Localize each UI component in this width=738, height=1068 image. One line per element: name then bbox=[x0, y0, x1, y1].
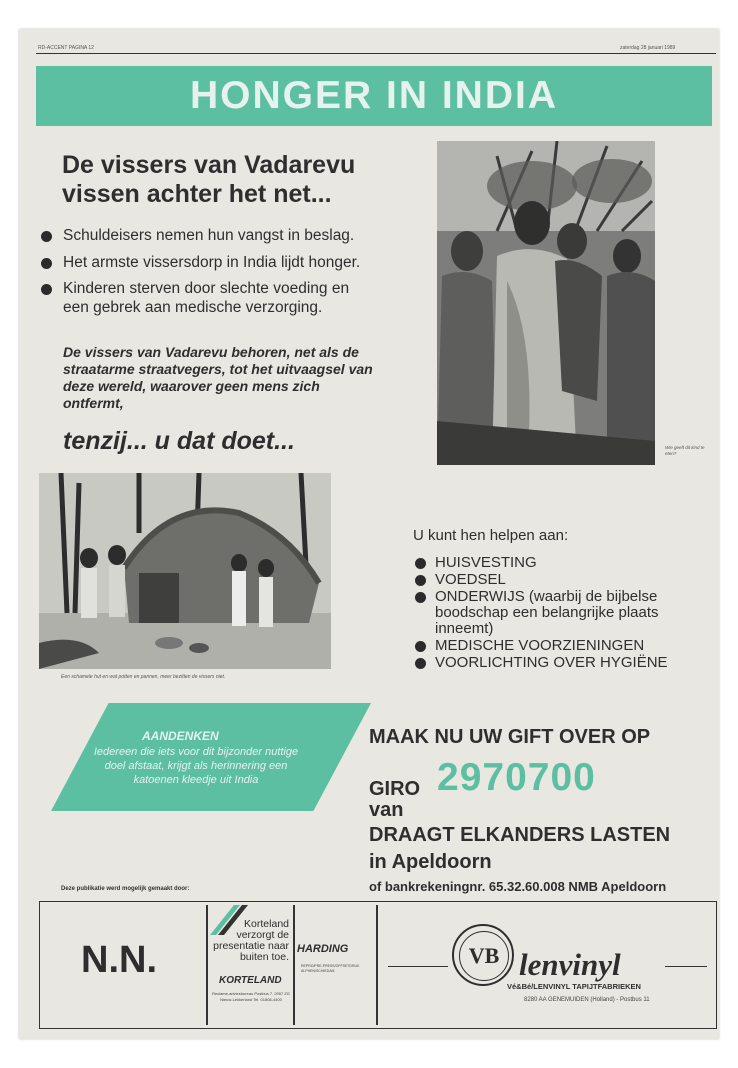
bullet-dot-icon bbox=[415, 641, 426, 652]
photo-women-illustration bbox=[437, 141, 655, 465]
bullet-dot-icon bbox=[415, 658, 426, 669]
lenvinyl-name: lenvinyl bbox=[519, 947, 621, 982]
bullet-dot-icon bbox=[41, 258, 52, 269]
korteland-text: Korteland verzorgt de presentatie naar buiten toe. bbox=[213, 918, 289, 963]
bullet-item: Het armste vissersdorp in India lijdt honger. bbox=[39, 254, 419, 273]
help-item: MEDISCHE VOORZIENINGEN bbox=[415, 638, 705, 654]
bank-account: of bankrekeningnr. 65.32.60.008 NMB Apeldoorn bbox=[369, 879, 667, 894]
lenvinyl-address: 8280 AA GENEMUIDEN (Holland) - Postbus 11 bbox=[524, 997, 650, 1003]
bullet-list bbox=[39, 227, 419, 325]
help-intro: U kunt hen helpen aan: bbox=[413, 527, 569, 544]
article-headline bbox=[62, 151, 422, 209]
photo-hut bbox=[39, 473, 331, 669]
bullet-dot-icon bbox=[415, 575, 426, 586]
headline-line-2: vissen achter het net... bbox=[62, 180, 332, 208]
photo-caption-bottom: Een schamele hut en wat potten en pannen, meer bezitten de vissers niet. bbox=[61, 674, 226, 680]
help-item: ONDERWIJS (waarbij de bijbelse boodschap een belangrijke plaats inneemt) bbox=[415, 589, 705, 637]
top-rule bbox=[36, 53, 716, 54]
donation-van: van bbox=[369, 799, 404, 821]
sponsor-divider bbox=[376, 905, 378, 1025]
running-head-left: RD-ACCENT PAGINA 12 bbox=[38, 45, 94, 51]
help-item: HUISVESTING bbox=[415, 555, 705, 571]
giro-label: GIRO bbox=[369, 778, 421, 800]
photo-women-with-child bbox=[437, 141, 655, 465]
donation-call: MAAK NU UW GIFT OVER OP bbox=[369, 726, 651, 748]
sponsor-divider bbox=[293, 905, 295, 1025]
lenvinyl-rule-right bbox=[665, 966, 707, 967]
photo-hut-illustration bbox=[39, 473, 331, 669]
publication-note: Deze publikatie werd mogelijk gemaakt door: bbox=[61, 886, 190, 892]
bullet-dot-icon bbox=[415, 592, 426, 603]
donation-organisation: DRAAGT ELKANDERS LASTEN bbox=[369, 824, 671, 846]
bullet-item: Schuldeisers nemen hun vangst in beslag. bbox=[39, 227, 419, 246]
help-list bbox=[415, 555, 705, 672]
lenvinyl-subtitle: Vé&Bé/LENVINYL TAPIJTFABRIEKEN bbox=[507, 982, 641, 991]
tenzij-line: tenzij... u dat doet... bbox=[63, 427, 295, 455]
aandenken-title: AANDENKEN bbox=[142, 729, 219, 743]
title-banner bbox=[36, 66, 712, 126]
lenvinyl-rule-left bbox=[388, 966, 448, 967]
korteland-logo: KORTELAND bbox=[219, 975, 282, 986]
headline-line-1: De vissers van Vadarevu bbox=[62, 151, 356, 179]
help-item: VOEDSEL bbox=[415, 572, 705, 588]
korteland-address: Reclame-adviesbureau Postbus 7, 2957 ZG Nieuw-Lekkerland Tel. 01808-4400 bbox=[212, 991, 290, 1002]
sponsor-divider bbox=[206, 905, 208, 1025]
aandenken-text: Iedereen die iets voor dit bijzonder nuttige doel afstaat, krijgt als herinnering een katoenen kleedje uit India bbox=[93, 746, 299, 786]
harding-subtext: REPRO/PRE-PRESS/OFFSETDRUK ALPHEN/SCHIEDAM bbox=[301, 964, 360, 973]
bullet-dot-icon bbox=[41, 231, 52, 242]
bullet-dot-icon bbox=[415, 558, 426, 569]
donation-city: in Apeldoorn bbox=[369, 851, 492, 873]
bullet-dot-icon bbox=[41, 284, 52, 295]
sponsor-nn: N.N. bbox=[81, 939, 157, 981]
harding-logo: HARDING bbox=[297, 943, 349, 955]
lenvinyl-monogram: VB bbox=[459, 931, 509, 981]
lenvinyl-monogram-icon bbox=[452, 924, 514, 986]
banner-title: HONGER IN INDIA bbox=[189, 74, 558, 117]
giro-number: 2970700 bbox=[437, 756, 596, 799]
italic-paragraph: De vissers van Vadarevu behoren, net als de straatarme straatvegers, tot het uitvaagsel van deze wereld, waarover geen mens zich ontfermt, bbox=[63, 344, 373, 411]
help-item: VOORLICHTING OVER HYGIËNE bbox=[415, 655, 705, 671]
bullet-item: Kinderen sterven door slechte voeding en een gebrek aan medische verzorging. bbox=[39, 280, 373, 317]
photo-caption-right: Wie geeft dit kind te eten? bbox=[665, 445, 705, 456]
running-head-date: zaterdag 28 januari 1989 bbox=[620, 45, 676, 51]
